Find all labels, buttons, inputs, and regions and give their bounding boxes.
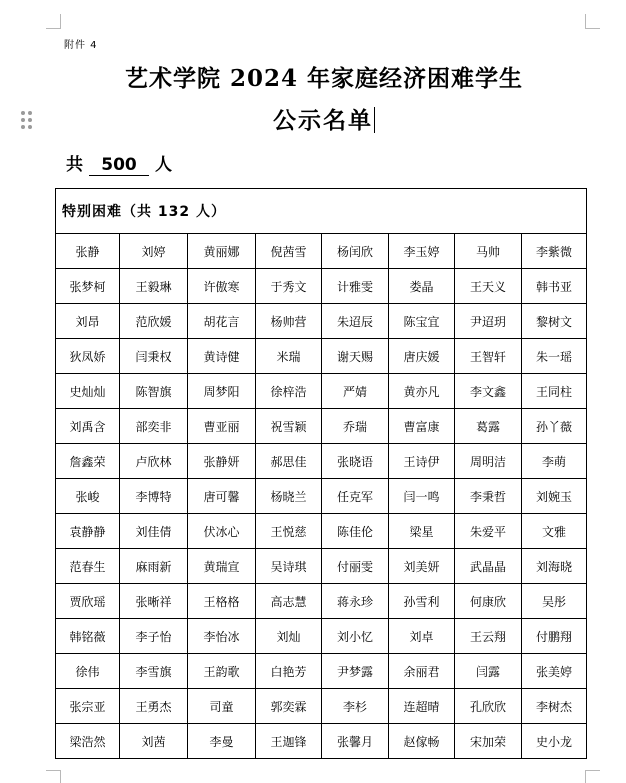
student-name-cell[interactable]: 闫露 bbox=[455, 654, 522, 689]
student-name-cell[interactable]: 陈宝宜 bbox=[389, 304, 455, 339]
student-name-cell[interactable]: 詹鑫荣 bbox=[56, 444, 120, 479]
student-name-cell[interactable]: 梁浩然 bbox=[56, 724, 120, 759]
student-name-cell[interactable]: 孔欣欣 bbox=[455, 689, 522, 724]
table-row bbox=[56, 549, 587, 584]
student-name-cell[interactable]: 谢天赐 bbox=[322, 339, 389, 374]
title-line2-text[interactable]: 公示名单 bbox=[273, 107, 373, 134]
student-name-cell[interactable]: 刘灿 bbox=[256, 619, 322, 654]
student-name-cell[interactable]: 麻雨新 bbox=[120, 549, 188, 584]
table-row bbox=[56, 304, 587, 339]
student-name-cell[interactable]: 王云翔 bbox=[455, 619, 522, 654]
student-name-cell[interactable]: 闫秉权 bbox=[120, 339, 188, 374]
student-name-cell[interactable]: 黎树文 bbox=[522, 304, 587, 339]
student-name-cell[interactable]: 尹梦露 bbox=[322, 654, 389, 689]
document-title-line2[interactable] bbox=[0, 102, 626, 135]
section-header-row bbox=[56, 189, 587, 234]
student-name-cell[interactable]: 李雪旗 bbox=[120, 654, 188, 689]
student-name-cell[interactable]: 部奕非 bbox=[120, 409, 188, 444]
student-name-cell[interactable]: 刘美妍 bbox=[389, 549, 455, 584]
table-row bbox=[56, 654, 587, 689]
table-row bbox=[56, 409, 587, 444]
total-suffix: 人 bbox=[155, 155, 172, 175]
student-name-cell[interactable]: 白艳芳 bbox=[256, 654, 322, 689]
crop-mark-bottom-left bbox=[46, 770, 61, 783]
student-name-cell[interactable]: 张晰祥 bbox=[120, 584, 188, 619]
student-name-cell[interactable]: 刘昂 bbox=[56, 304, 120, 339]
student-name-cell[interactable]: 倪茜雪 bbox=[256, 234, 322, 269]
student-name-cell[interactable]: 朱爱平 bbox=[455, 514, 522, 549]
name-list-table bbox=[55, 188, 587, 759]
student-name-cell[interactable]: 胡花言 bbox=[188, 304, 256, 339]
student-name-cell[interactable]: 王勇杰 bbox=[120, 689, 188, 724]
student-name-cell[interactable]: 李文鑫 bbox=[455, 374, 522, 409]
section-title[interactable]: 特别困难（共 132 人） bbox=[56, 189, 587, 234]
student-name-cell[interactable]: 孙雪利 bbox=[389, 584, 455, 619]
student-name-cell[interactable]: 黄丽娜 bbox=[188, 234, 256, 269]
student-name-cell[interactable]: 黄亦凡 bbox=[389, 374, 455, 409]
student-name-cell[interactable]: 范欣媛 bbox=[120, 304, 188, 339]
student-name-cell[interactable]: 任克军 bbox=[322, 479, 389, 514]
student-name-cell[interactable]: 张静妍 bbox=[188, 444, 256, 479]
student-name-cell[interactable]: 史灿灿 bbox=[56, 374, 120, 409]
total-prefix: 共 bbox=[66, 155, 83, 175]
student-name-cell[interactable]: 郝思佳 bbox=[256, 444, 322, 479]
student-name-cell[interactable]: 徐梓浩 bbox=[256, 374, 322, 409]
student-name-cell[interactable]: 卢欣林 bbox=[120, 444, 188, 479]
student-name-cell[interactable]: 连超晴 bbox=[389, 689, 455, 724]
student-name-cell[interactable]: 刘禹含 bbox=[56, 409, 120, 444]
student-name-cell[interactable]: 乔瑞 bbox=[322, 409, 389, 444]
student-name-cell[interactable]: 唐庆媛 bbox=[389, 339, 455, 374]
student-name-cell[interactable]: 李曼 bbox=[188, 724, 256, 759]
student-name-cell[interactable]: 付丽雯 bbox=[322, 549, 389, 584]
student-name-cell[interactable]: 刘茜 bbox=[120, 724, 188, 759]
student-name-cell[interactable]: 黄瑞宣 bbox=[188, 549, 256, 584]
student-name-cell[interactable]: 李博特 bbox=[120, 479, 188, 514]
student-name-cell[interactable]: 闫一鸣 bbox=[389, 479, 455, 514]
student-name-cell[interactable]: 刘婉玉 bbox=[522, 479, 587, 514]
student-name-cell[interactable]: 曹亚丽 bbox=[188, 409, 256, 444]
student-name-cell[interactable]: 杨闰欣 bbox=[322, 234, 389, 269]
student-name-cell[interactable]: 黄诗健 bbox=[188, 339, 256, 374]
student-name-cell[interactable]: 计雅雯 bbox=[322, 269, 389, 304]
student-name-cell[interactable]: 付鹏翔 bbox=[522, 619, 587, 654]
total-count-line[interactable] bbox=[66, 150, 172, 176]
table-row bbox=[56, 724, 587, 759]
student-name-cell[interactable]: 李怡冰 bbox=[188, 619, 256, 654]
student-name-cell[interactable]: 张宗亚 bbox=[56, 689, 120, 724]
student-name-cell[interactable]: 王天义 bbox=[455, 269, 522, 304]
table-row bbox=[56, 619, 587, 654]
student-name-cell[interactable]: 张美婷 bbox=[522, 654, 587, 689]
student-name-cell[interactable]: 宋加荣 bbox=[455, 724, 522, 759]
student-name-cell[interactable]: 史小龙 bbox=[522, 724, 587, 759]
student-name-cell[interactable]: 李萌 bbox=[522, 444, 587, 479]
table-row bbox=[56, 374, 587, 409]
attachment-label[interactable]: 附件 4 bbox=[64, 40, 98, 51]
student-name-cell[interactable]: 娄晶 bbox=[389, 269, 455, 304]
table-row bbox=[56, 339, 587, 374]
student-name-cell[interactable]: 王格格 bbox=[188, 584, 256, 619]
student-name-cell[interactable]: 王韵歌 bbox=[188, 654, 256, 689]
student-name-cell[interactable]: 高志慧 bbox=[256, 584, 322, 619]
table-row bbox=[56, 234, 587, 269]
text-cursor bbox=[374, 107, 375, 133]
student-name-cell[interactable]: 文雅 bbox=[522, 514, 587, 549]
student-name-cell[interactable]: 张晓语 bbox=[322, 444, 389, 479]
student-name-cell[interactable]: 杨帅营 bbox=[256, 304, 322, 339]
student-name-cell[interactable]: 韩铭薇 bbox=[56, 619, 120, 654]
student-name-cell[interactable]: 朱一瑶 bbox=[522, 339, 587, 374]
student-name-cell[interactable]: 刘海晓 bbox=[522, 549, 587, 584]
student-name-cell[interactable]: 尹迢玥 bbox=[455, 304, 522, 339]
student-name-cell[interactable]: 伏冰心 bbox=[188, 514, 256, 549]
student-name-cell[interactable]: 郭奕霖 bbox=[256, 689, 322, 724]
student-name-cell[interactable]: 王悦慈 bbox=[256, 514, 322, 549]
student-name-cell[interactable]: 张峻 bbox=[56, 479, 120, 514]
student-name-cell[interactable]: 杨晓兰 bbox=[256, 479, 322, 514]
student-name-cell[interactable]: 刘佳倩 bbox=[120, 514, 188, 549]
student-name-cell[interactable]: 张静 bbox=[56, 234, 120, 269]
student-name-cell[interactable]: 朱迢辰 bbox=[322, 304, 389, 339]
student-name-cell[interactable]: 周明洁 bbox=[455, 444, 522, 479]
student-name-cell[interactable]: 王迦锋 bbox=[256, 724, 322, 759]
student-name-cell[interactable]: 赵傢畅 bbox=[389, 724, 455, 759]
student-name-cell[interactable]: 孙丫薇 bbox=[522, 409, 587, 444]
table-row bbox=[56, 269, 587, 304]
student-name-cell[interactable]: 范春生 bbox=[56, 549, 120, 584]
student-name-cell[interactable]: 马帅 bbox=[455, 234, 522, 269]
student-name-cell[interactable]: 狄凤娇 bbox=[56, 339, 120, 374]
table-row bbox=[56, 479, 587, 514]
student-name-cell[interactable]: 王智轩 bbox=[455, 339, 522, 374]
student-name-cell[interactable]: 袁静静 bbox=[56, 514, 120, 549]
student-name-cell[interactable]: 李子怡 bbox=[120, 619, 188, 654]
student-name-cell[interactable]: 刘小忆 bbox=[322, 619, 389, 654]
student-name-cell[interactable]: 王诗伊 bbox=[389, 444, 455, 479]
student-name-cell[interactable]: 吴诗琪 bbox=[256, 549, 322, 584]
student-name-cell[interactable]: 葛露 bbox=[455, 409, 522, 444]
student-name-cell[interactable]: 徐伟 bbox=[56, 654, 120, 689]
student-name-cell[interactable]: 蒋永珍 bbox=[322, 584, 389, 619]
student-name-cell[interactable]: 严婧 bbox=[322, 374, 389, 409]
student-name-cell[interactable]: 刘卓 bbox=[389, 619, 455, 654]
student-name-cell[interactable]: 陈佳伦 bbox=[322, 514, 389, 549]
student-name-cell[interactable]: 梁星 bbox=[389, 514, 455, 549]
student-name-cell[interactable]: 祝雪颖 bbox=[256, 409, 322, 444]
student-name-cell[interactable]: 吴彤 bbox=[522, 584, 587, 619]
student-name-cell[interactable]: 何康欣 bbox=[455, 584, 522, 619]
table-row bbox=[56, 584, 587, 619]
student-name-cell[interactable]: 余丽君 bbox=[389, 654, 455, 689]
document-title-line1[interactable]: 艺术学院 2024 年家庭经济困难学生 bbox=[124, 65, 524, 92]
crop-mark-top-right bbox=[585, 14, 600, 29]
table-row bbox=[56, 689, 587, 724]
student-name-cell[interactable]: 李紫微 bbox=[522, 234, 587, 269]
student-name-cell[interactable]: 李杉 bbox=[322, 689, 389, 724]
student-name-cell[interactable]: 于秀文 bbox=[256, 269, 322, 304]
student-name-cell[interactable]: 李玉婷 bbox=[389, 234, 455, 269]
student-name-cell[interactable]: 司童 bbox=[188, 689, 256, 724]
student-name-cell[interactable]: 武晶晶 bbox=[455, 549, 522, 584]
student-name-cell[interactable]: 刘婷 bbox=[120, 234, 188, 269]
drag-handle-icon[interactable] bbox=[20, 111, 34, 129]
student-name-cell[interactable]: 陈智旗 bbox=[120, 374, 188, 409]
student-name-cell[interactable]: 李树杰 bbox=[522, 689, 587, 724]
table-row bbox=[56, 444, 587, 479]
student-name-cell[interactable]: 唐可馨 bbox=[188, 479, 256, 514]
total-count: 500 bbox=[89, 155, 149, 176]
student-name-cell[interactable]: 贾欣瑶 bbox=[56, 584, 120, 619]
student-name-cell[interactable]: 张馨月 bbox=[322, 724, 389, 759]
student-name-cell[interactable]: 张梦柯 bbox=[56, 269, 120, 304]
table-row bbox=[56, 514, 587, 549]
student-name-cell[interactable]: 王毅琳 bbox=[120, 269, 188, 304]
student-name-cell[interactable]: 韩书亚 bbox=[522, 269, 587, 304]
crop-mark-bottom-right bbox=[585, 770, 600, 783]
student-name-cell[interactable]: 王同柱 bbox=[522, 374, 587, 409]
student-name-cell[interactable]: 周梦阳 bbox=[188, 374, 256, 409]
student-name-cell[interactable]: 李秉哲 bbox=[455, 479, 522, 514]
crop-mark-top-left bbox=[46, 14, 61, 29]
student-name-cell[interactable]: 曹富康 bbox=[389, 409, 455, 444]
student-name-cell[interactable]: 米瑞 bbox=[256, 339, 322, 374]
student-name-cell[interactable]: 许傲寒 bbox=[188, 269, 256, 304]
